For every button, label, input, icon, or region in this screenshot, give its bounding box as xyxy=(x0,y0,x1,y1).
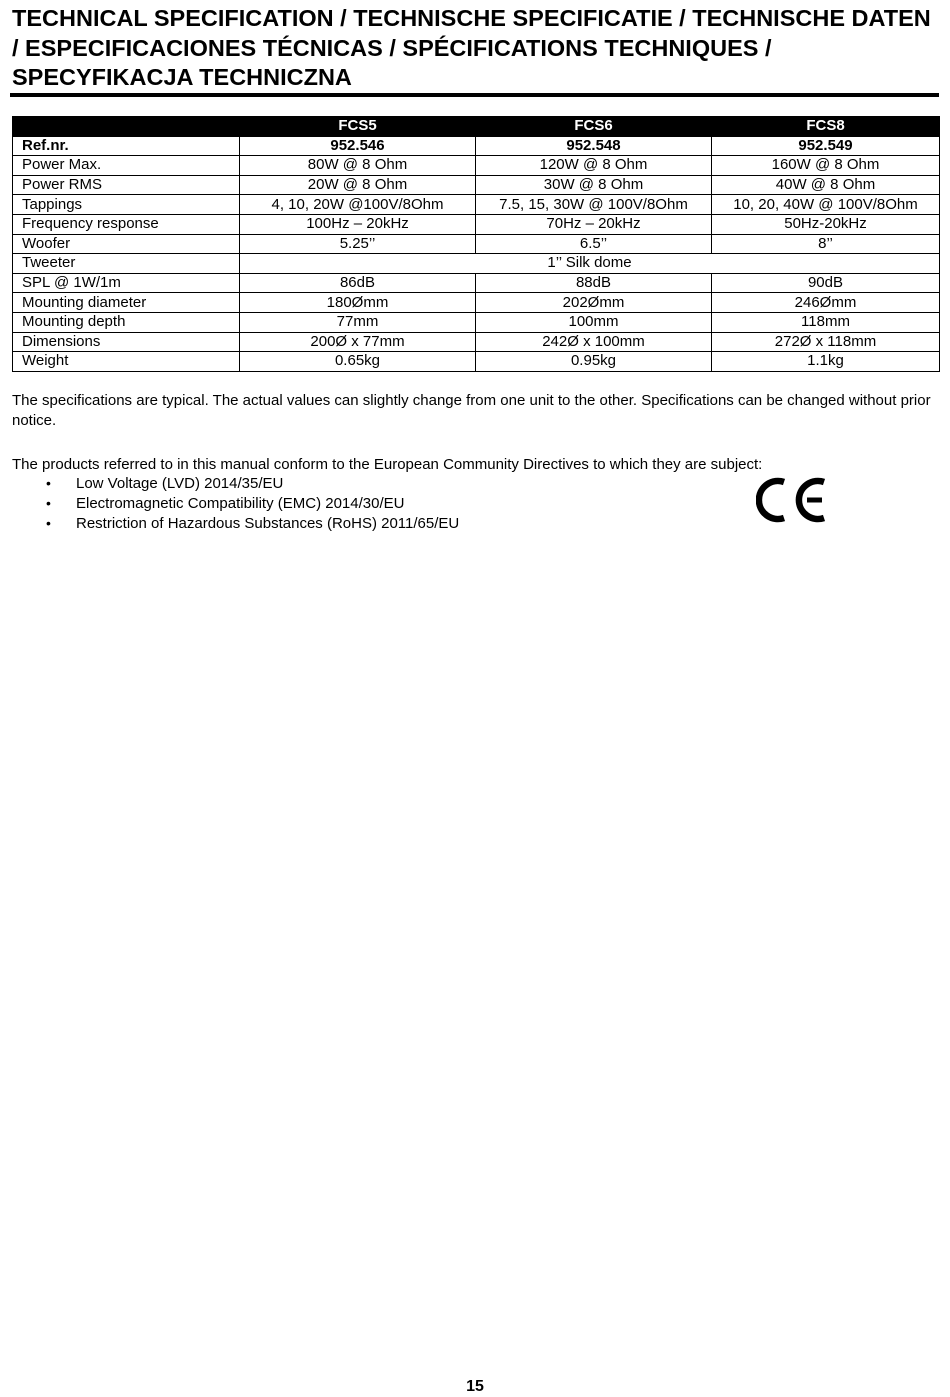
row-label: Woofer xyxy=(13,234,240,254)
table-cell: 100Hz – 20kHz xyxy=(240,214,476,234)
table-row xyxy=(13,195,940,215)
column-header: FCS6 xyxy=(476,117,712,137)
column-header: FCS8 xyxy=(712,117,940,137)
table-row xyxy=(13,332,940,352)
spec-table xyxy=(12,116,940,372)
table-cell: 8’’ xyxy=(712,234,940,254)
table-cell: 1.1kg xyxy=(712,352,940,372)
table-row xyxy=(13,352,940,372)
table-cell: 952.549 xyxy=(712,136,940,156)
table-cell: 30W @ 8 Ohm xyxy=(476,175,712,195)
column-header xyxy=(13,117,240,137)
table-cell: 6.5’’ xyxy=(476,234,712,254)
bullet-icon: • xyxy=(46,514,51,531)
table-cell: 90dB xyxy=(712,273,940,293)
table-cell: 88dB xyxy=(476,273,712,293)
table-cell: 120W @ 8 Ohm xyxy=(476,156,712,176)
table-cell: 50Hz-20kHz xyxy=(712,214,940,234)
row-label: SPL @ 1W/1m xyxy=(13,273,240,293)
table-cell: 118mm xyxy=(712,312,940,332)
page-title: TECHNICAL SPECIFICATION / TECHNISCHE SPECIFICATIE / TECHNISCHE DATEN / ESPECIFICACIONES TÉCNICAS / SPÉCIFICATIONS TECHNIQUES / SPECYFIKACJA TECHNICZNA xyxy=(12,5,931,90)
table-cell: 86dB xyxy=(240,273,476,293)
directive-text: Low Voltage (LVD) 2014/35/EU xyxy=(76,475,284,492)
table-cell: 10, 20, 40W @ 100V/8Ohm xyxy=(712,195,940,215)
ce-mark-icon xyxy=(756,476,828,524)
page-number: 15 xyxy=(466,1378,484,1395)
table-cell: 5.25’’ xyxy=(240,234,476,254)
row-label: Ref.nr. xyxy=(13,136,240,156)
table-row xyxy=(13,156,940,176)
specification-note: The specifications are typical. The actual values can slightly change from one unit to the other. Specifications can be changed without prior notice. xyxy=(12,392,931,429)
table-cell: 952.546 xyxy=(240,136,476,156)
table-cell: 4, 10, 20W @100V/8Ohm xyxy=(240,195,476,215)
directive-text: Electromagnetic Compatibility (EMC) 2014/30/EU xyxy=(76,494,405,512)
row-label: Frequency response xyxy=(13,214,240,234)
table-cell: 160W @ 8 Ohm xyxy=(712,156,940,176)
table-cell: 7.5, 15, 30W @ 100V/8Ohm xyxy=(476,195,712,215)
row-label: Power RMS xyxy=(13,175,240,195)
table-cell: 80W @ 8 Ohm xyxy=(240,156,476,176)
table-cell: 272Ø x 118mm xyxy=(712,332,940,352)
table-cell: 200Ø x 77mm xyxy=(240,332,476,352)
row-label: Weight xyxy=(13,352,240,372)
table-header-row xyxy=(13,117,940,137)
table-cell: 952.548 xyxy=(476,136,712,156)
list-item xyxy=(12,474,459,494)
table-cell: 77mm xyxy=(240,312,476,332)
table-row xyxy=(13,175,940,195)
table-row xyxy=(13,273,940,293)
list-item xyxy=(12,514,459,534)
table-row xyxy=(13,254,940,274)
row-label: Mounting depth xyxy=(13,312,240,332)
table-row xyxy=(13,234,940,254)
table-cell-shared: 1’’ Silk dome xyxy=(240,254,940,274)
table-cell: 20W @ 8 Ohm xyxy=(240,175,476,195)
table-cell: 180Ømm xyxy=(240,293,476,313)
conformity-intro: The products referred to in this manual conform to the European Community Directives to which they are subject: xyxy=(12,456,763,473)
table-cell: 0.65kg xyxy=(240,352,476,372)
table-cell: 100mm xyxy=(476,312,712,332)
row-label: Tweeter xyxy=(13,254,240,274)
bullet-icon: • xyxy=(46,494,51,511)
table-cell: 242Ø x 100mm xyxy=(476,332,712,352)
row-label: Power Max. xyxy=(13,156,240,176)
table-cell: 70Hz – 20kHz xyxy=(476,214,712,234)
row-label: Mounting diameter xyxy=(13,293,240,313)
row-label: Tappings xyxy=(13,195,240,215)
table-cell: 202Ømm xyxy=(476,293,712,313)
directive-text: Restriction of Hazardous Substances (RoHS) 2011/65/EU xyxy=(76,514,460,532)
table-row xyxy=(13,136,940,156)
column-header: FCS5 xyxy=(240,117,476,137)
table-row xyxy=(13,312,940,332)
list-item xyxy=(12,494,459,514)
title-divider xyxy=(10,93,939,97)
directive-list xyxy=(12,474,459,533)
table-cell: 0.95kg xyxy=(476,352,712,372)
table-cell: 246Ømm xyxy=(712,293,940,313)
bullet-icon: • xyxy=(46,475,51,491)
table-cell: 40W @ 8 Ohm xyxy=(712,175,940,195)
row-label: Dimensions xyxy=(13,332,240,352)
table-row xyxy=(13,214,940,234)
table-row xyxy=(13,293,940,313)
